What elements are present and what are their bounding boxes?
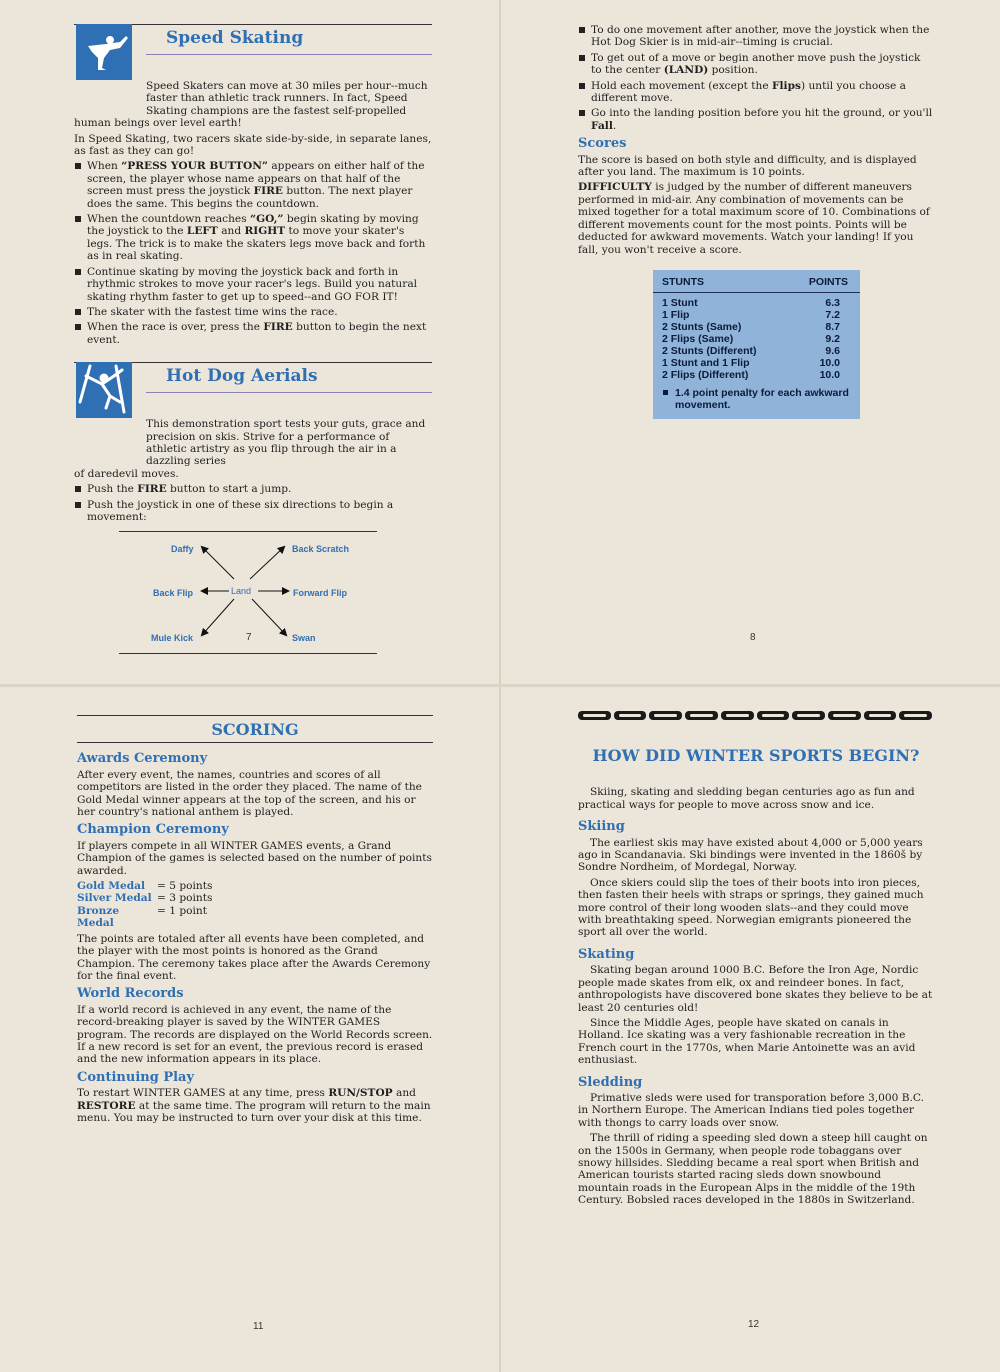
page-7 <box>74 20 432 655</box>
table-header: STUNTS POINTS <box>662 276 848 288</box>
speed-skating-bullets <box>74 160 432 346</box>
table-row <box>653 309 860 321</box>
stunt-cell: 1 Stunt and 1 Flip <box>662 357 750 369</box>
horizontal-fold <box>0 684 1000 687</box>
list-item: The skater with the fastest time wins the race. <box>74 306 432 318</box>
stunt-cell: 1 Flip <box>662 309 690 321</box>
table-row <box>653 333 860 345</box>
hot-dog-skier-icon <box>76 362 132 418</box>
sledding-para-2: The thrill of riding a speeding sled down a steep hill caught on on the 1500s in Germany, when people rode tobaggans over snowy hillsides. Sledding became a real sport when British and American tourists started racing sleds down snowbound mountain roads in the European Alps in the middle of the 19th Century. Bobsled races developed in the 1880s in Switzerland. <box>578 1132 928 1207</box>
medal-points: = 3 points <box>157 892 213 905</box>
champion-para-2: The points are totaled after all events have been completed, and the player with the most points is honored as the Grand Champion. The ceremony takes place after the Awards Ceremony for the final event. <box>77 932 431 982</box>
champion-para: If players compete in all WINTER GAMES events, a Grand Champion of the games is selected based on the number of points awarded. <box>77 839 432 877</box>
champion-title: Champion Ceremony <box>77 822 229 838</box>
points-cell: 10.0 <box>819 357 840 369</box>
stunt-cell: 2 Stunts (Different) <box>662 345 757 357</box>
hot-dog-intro-cont: of daredevil moves. <box>74 467 179 480</box>
medal-row <box>77 880 433 892</box>
winter-sports-title: HOW DID WINTER SPORTS BEGIN? <box>592 746 920 765</box>
table-row <box>653 357 860 369</box>
scores-title: Scores <box>578 136 627 152</box>
medal-list <box>77 880 433 930</box>
hot-dog-intro: This demonstration sport tests your guts, grace and precision on skis. Strive for a performance of athletic artistry as you flip through the air in a dazzling series <box>146 418 426 468</box>
scores-para-1: The score is based on both style and difficulty, and is displayed after you land. The maximum is 10 points. <box>578 153 917 179</box>
page-11 <box>77 712 433 1127</box>
speed-skating-para: In Speed Skating, two racers skate side-by-side, in separate lanes, as fast as they can go! <box>74 132 432 158</box>
page-8 <box>578 20 934 259</box>
awards-title: Awards Ceremony <box>77 751 208 767</box>
joystick-diagram <box>74 529 432 655</box>
skiing-para-1: The earliest skis may have existed about 4,000 or 5,000 years ago in Scandanavia. Ski bindings were invented in the 1860š by Sondre Nordheim, of Mordegal, Norway. <box>578 836 923 874</box>
stunt-cell: 2 Stunts (Same) <box>662 321 742 333</box>
speed-skating-title: Speed Skating <box>166 28 304 48</box>
records-title: World Records <box>77 986 184 1002</box>
continuing-play-para: To restart WINTER GAMES at any time, press RUN/STOP and RESTORE at the same time. The program will return to the main menu. You may be instructed to turn over your disk at this time. <box>77 1087 431 1124</box>
list-item: To get out of a move or begin another move push the joystick to the center (LAND) position. <box>578 52 934 77</box>
stunt-cell: 2 Flips (Same) <box>662 333 734 345</box>
speed-skating-intro-cont: human beings over level earth! <box>74 117 242 130</box>
list-item: Push the FIRE button to start a jump. <box>74 483 432 495</box>
medal-points: = 5 points <box>157 880 213 893</box>
list-item: Hold each movement (except the Flips) until you choose a different move. <box>578 80 934 105</box>
table-row <box>653 297 860 309</box>
penalty-note: 1.4 point penalty for each awkward movement. <box>653 381 860 411</box>
list-item: When the countdown reaches “GO,” begin skating by moving the joystick to the LEFT and RIGHT to move your skater's legs. The trick is to make the skaters legs move back and forth as in real skating. <box>74 213 432 263</box>
points-cell: 9.6 <box>825 345 840 357</box>
speed-skating-header <box>74 20 432 80</box>
stunt-cell: 1 Stunt <box>662 297 698 309</box>
skating-para-2: Since the Middle Ages, people have skated on canals in Holland. Ice skating was a very fashionable recreation in the French court in the 1770s, when Marie Antoinette was an avid enthusiast. <box>578 1016 916 1067</box>
medal-row <box>77 905 433 930</box>
points-cell: 9.2 <box>825 333 840 345</box>
points-cell: 10.0 <box>819 369 840 381</box>
sledding-para-1: Primative sleds were used for transporation before 3,000 B.C. in Northern Europe. The American Indians tied poles together with thongs to carry loads over snow. <box>578 1091 924 1129</box>
points-cell: 8.7 <box>825 321 840 333</box>
skiing-para-2: Once skiers could slip the toes of their boots into iron pieces, then fasten their heels with straps or springs, they gained much more control of their long wooden slats--and they could move with breathtaking speed. Norwegian emigrants pioneered the sport all over the world. <box>578 876 924 939</box>
skating-para-1: Skating began around 1000 B.C. Before the Iron Age, Nordic people made skates from elk, ox and reindeer bones. In fact, anthropologists have discovered bone skates they believe to be at least 20 centuries old! <box>578 964 933 1014</box>
forward-flip-label: Forward Flip <box>293 588 347 599</box>
medal-points: = 1 point <box>157 904 207 917</box>
page-number-11: 11 <box>253 1321 264 1332</box>
medal-name: Gold Medal <box>77 880 145 893</box>
winter-sports-intro: Skiing, skating and sledding began centuries ago as fun and practical ways for people to move across snow and ice. <box>578 786 915 811</box>
skating-title: Skating <box>578 946 635 962</box>
records-para: If a world record is achieved in any event, the name of the record-breaking player is saved by the WINTER GAMES program. The records are displayed on the World Records screen. If a new record is set for an event, the previous record is erased and the new information appears in its place. <box>77 1003 433 1066</box>
points-cell: 7.2 <box>825 309 840 321</box>
list-item: When “PRESS YOUR BUTTON” appears on either half of the screen, the player whose name appears on that half of the screen must press the joystick FIRE button. The next player does the same. This begins the countdown. <box>74 160 432 210</box>
daffy-label: Daffy <box>171 544 194 555</box>
hot-dog-header <box>74 358 432 418</box>
list-item: Push the joystick in one of these six directions to begin a movement: <box>74 499 432 524</box>
awards-para: After every event, the names, countries and scores of all competitors are listed in the order they placed. The name of the Gold Medal winner appears at the top of the screen, and his or her country's national anthem is played. <box>77 768 422 819</box>
page-12 <box>578 708 934 1210</box>
land-label: Land <box>231 586 252 597</box>
table-body <box>653 297 860 381</box>
table-row <box>653 345 860 357</box>
back-scratch-label: Back Scratch <box>292 544 350 555</box>
page-number-12: 12 <box>748 1319 760 1330</box>
joystick-arrows <box>74 529 432 655</box>
mule-kick-label: Mule Kick <box>151 633 194 644</box>
page-number-7: 7 <box>246 632 252 643</box>
list-item: Go into the landing position before you hit the ground, or you'll Fall. <box>578 107 934 132</box>
swan-label: Swan <box>292 633 316 644</box>
sledding-title: Sledding <box>578 1074 643 1090</box>
table-row <box>653 321 860 333</box>
list-item: To do one movement after another, move the joystick when the Hot Dog Skier is in mid-air--timing is crucial. <box>578 24 934 49</box>
page-number-8: 8 <box>750 632 756 643</box>
hot-dog-title: Hot Dog Aerials <box>166 366 318 387</box>
scores-para-2: DIFFICULTY is judged by the number of different maneuvers performed in mid-air. Any combination of movements can be mixed together for a total maximum score of 10. Combinations of different movements count for the most points. Points will be deducted for awkward movements. Watch your landing! If you fall, you won't receive a score. <box>578 181 930 256</box>
back-flip-label: Back Flip <box>153 588 194 599</box>
list-item: When the race is over, press the FIRE button to begin the next event. <box>74 321 432 346</box>
medal-name: Bronze Medal <box>77 904 120 930</box>
continuing-play-title: Continuing Play <box>77 1069 195 1085</box>
speed-skating-intro: Speed Skaters can move at 30 miles per hour--much faster than athletic track runners. In fact, Speed Skating champions are the fastest self-propelled <box>146 80 428 117</box>
scoring-title: SCORING <box>211 720 299 739</box>
stunt-cell: 2 Flips (Different) <box>662 369 749 381</box>
medal-name: Silver Medal <box>77 892 152 905</box>
medal-row <box>77 892 433 904</box>
speed-skater-icon <box>76 24 132 80</box>
list-item: Continue skating by moving the joystick back and forth in rhythmic strokes to move your racer's legs. Build you natural skating rhythm faster to get up to speed--and GO FOR IT! <box>74 266 432 303</box>
points-cell: 6.3 <box>825 297 840 309</box>
stunts-points-table <box>653 270 860 419</box>
skiing-title: Skiing <box>578 819 625 835</box>
table-row <box>653 369 860 381</box>
